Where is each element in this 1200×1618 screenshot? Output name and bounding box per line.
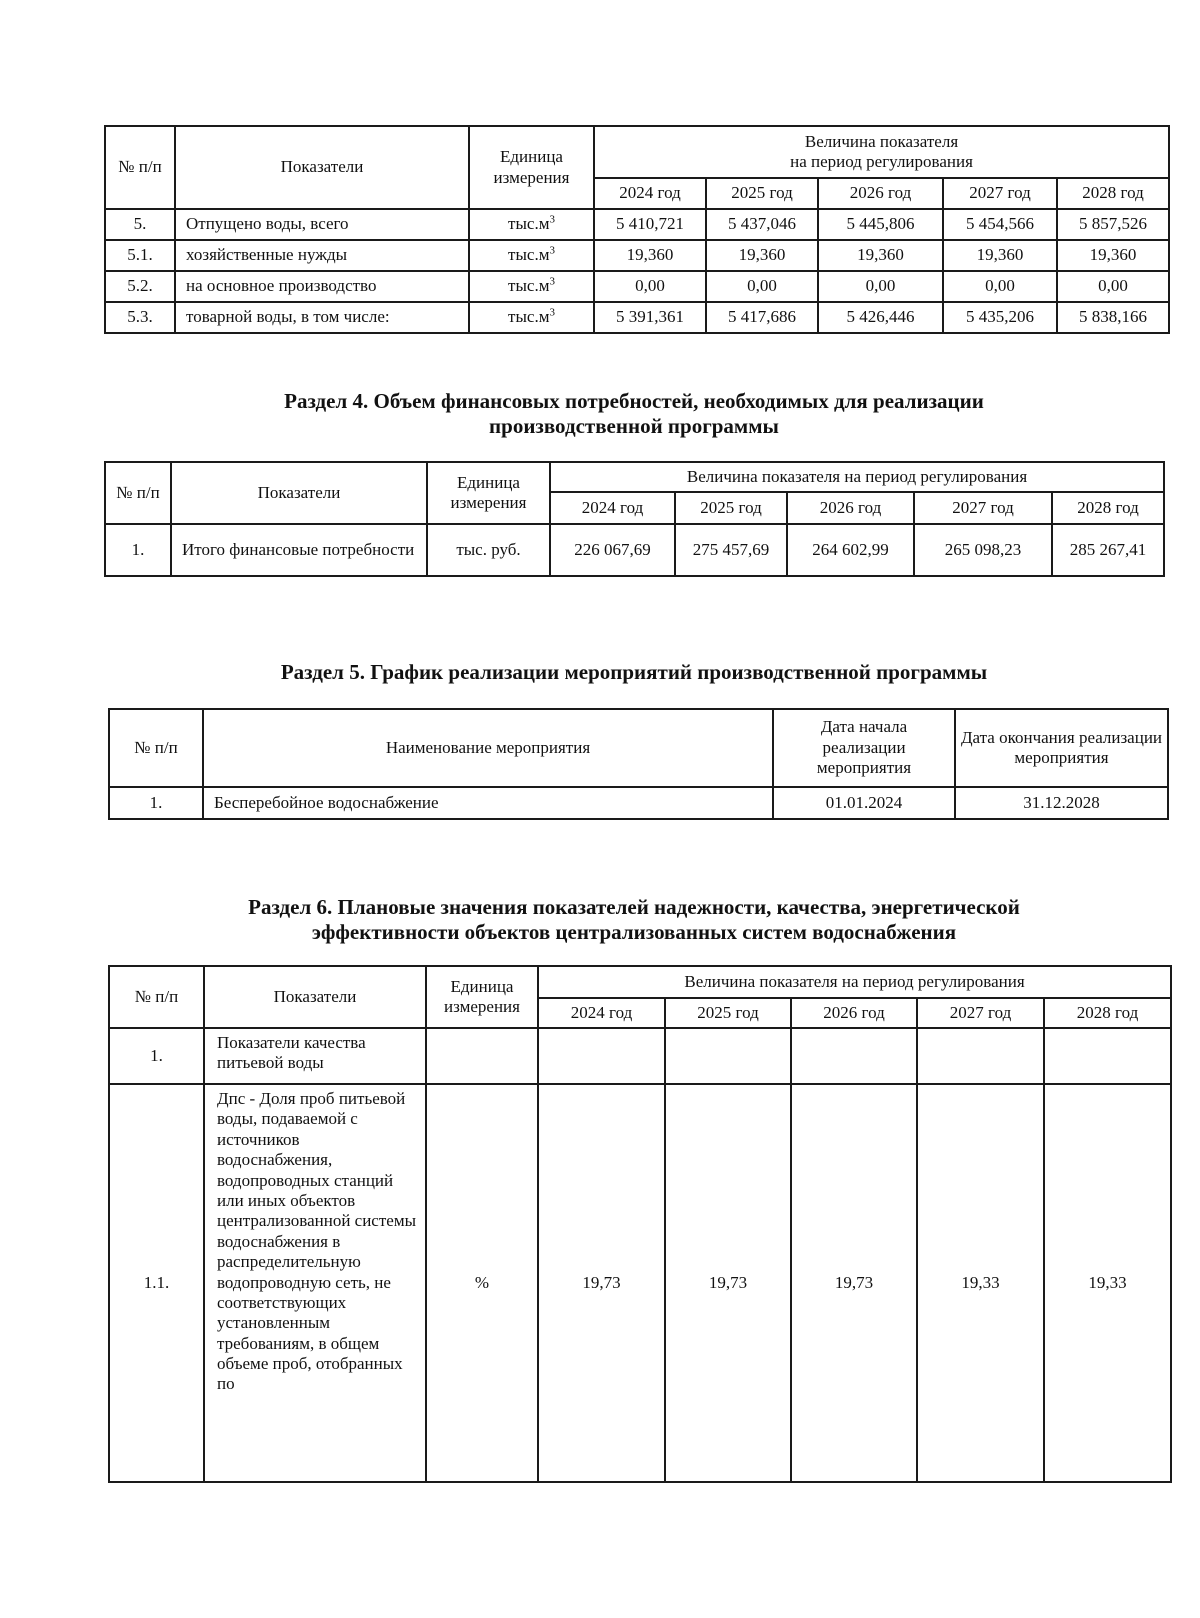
row-value: 5 426,446 bbox=[818, 302, 943, 333]
row-value: 5 454,566 bbox=[943, 209, 1057, 240]
row-value bbox=[665, 1028, 791, 1084]
row-value: 0,00 bbox=[706, 271, 818, 302]
year-header: 2028 год bbox=[1044, 998, 1171, 1028]
table-row bbox=[105, 302, 1169, 333]
row-value: 0,00 bbox=[818, 271, 943, 302]
section4-title-line1: Раздел 4. Объем финансовых потребностей, необходимых для реализации bbox=[284, 389, 984, 413]
table-row bbox=[109, 1028, 1171, 1084]
year-header: 2028 год bbox=[1052, 492, 1164, 524]
row-name: Бесперебойное водоснабжение bbox=[203, 787, 773, 819]
row-number: 1.1. bbox=[109, 1084, 204, 1482]
row-value: 5 445,806 bbox=[818, 209, 943, 240]
row-value: 0,00 bbox=[594, 271, 706, 302]
header-value-line1: Величина показателя bbox=[804, 131, 959, 151]
row-value: 5 391,361 bbox=[594, 302, 706, 333]
header-name: Наименование мероприятия bbox=[203, 709, 773, 787]
row-start-date: 01.01.2024 bbox=[773, 787, 955, 819]
table-row bbox=[109, 1084, 1171, 1482]
row-value: 265 098,23 bbox=[914, 524, 1052, 576]
row-value: 5 857,526 bbox=[1057, 209, 1169, 240]
row-name: хозяйственные нужды bbox=[175, 240, 469, 271]
year-header: 2024 год bbox=[594, 178, 706, 209]
row-name: Показатели качества питьевой воды bbox=[204, 1028, 426, 1084]
year-header: 2027 год bbox=[943, 178, 1057, 209]
header-unit: Единица измерения bbox=[469, 126, 594, 209]
financial-needs-table bbox=[104, 461, 1165, 577]
header-number: № п/п bbox=[105, 462, 171, 524]
row-value: 19,360 bbox=[594, 240, 706, 271]
row-value: 19,360 bbox=[706, 240, 818, 271]
quality-indicators-table bbox=[108, 965, 1172, 1483]
row-value: 5 435,206 bbox=[943, 302, 1057, 333]
header-number: № п/п bbox=[109, 966, 204, 1028]
section6-title bbox=[0, 895, 1200, 945]
header-number: № п/п bbox=[105, 126, 175, 209]
row-end-date: 31.12.2028 bbox=[955, 787, 1168, 819]
row-unit: $тыс.м^3$ bbox=[469, 302, 594, 333]
row-number: 1. bbox=[109, 1028, 204, 1084]
header-indicator: Показатели bbox=[171, 462, 427, 524]
year-header: 2025 год bbox=[706, 178, 818, 209]
water-release-table bbox=[104, 125, 1170, 334]
section4-title bbox=[0, 389, 1200, 439]
row-value: 285 267,41 bbox=[1052, 524, 1164, 576]
table-row bbox=[105, 271, 1169, 302]
row-value: 19,360 bbox=[943, 240, 1057, 271]
header-indicator: Показатели bbox=[175, 126, 469, 209]
schedule-table bbox=[108, 708, 1169, 820]
year-header: 2026 год bbox=[787, 492, 914, 524]
year-header: 2028 год bbox=[1057, 178, 1169, 209]
table-row bbox=[109, 787, 1168, 819]
row-value: 19,360 bbox=[1057, 240, 1169, 271]
header-unit: Единица измерения bbox=[426, 966, 538, 1028]
section6-title-line2: эффективности объектов централизованных систем водоснабжения bbox=[311, 920, 957, 945]
year-header: 2026 год bbox=[791, 998, 917, 1028]
row-number: 1. bbox=[109, 787, 203, 819]
year-header: 2027 год bbox=[914, 492, 1052, 524]
row-name: на основное производство bbox=[175, 271, 469, 302]
row-value bbox=[791, 1028, 917, 1084]
header-value: Величина показателя на период регулирования bbox=[550, 462, 1164, 492]
row-value: 275 457,69 bbox=[675, 524, 787, 576]
row-unit: тыс. руб. bbox=[427, 524, 550, 576]
row-value: 5 417,686 bbox=[706, 302, 818, 333]
section4-title-line2: производственной программы bbox=[489, 414, 779, 439]
row-number: 1. bbox=[105, 524, 171, 576]
row-number: 5.3. bbox=[105, 302, 175, 333]
row-name: Итого финансовые потребности bbox=[171, 524, 427, 576]
row-number: 5. bbox=[105, 209, 175, 240]
header-number: № п/п bbox=[109, 709, 203, 787]
row-value: 0,00 bbox=[943, 271, 1057, 302]
header-value-line2: на период регулирования bbox=[790, 152, 973, 171]
header-end-date: Дата окончания реализации мероприятия bbox=[955, 709, 1168, 787]
row-value: 19,360 bbox=[818, 240, 943, 271]
row-value bbox=[1044, 1028, 1171, 1084]
row-unit: $тыс.м^3$ bbox=[469, 240, 594, 271]
header-start-date: Дата начала реализации мероприятия bbox=[773, 709, 955, 787]
row-value: 19,33 bbox=[1044, 1084, 1171, 1482]
year-header: 2027 год bbox=[917, 998, 1044, 1028]
row-value: 19,33 bbox=[917, 1084, 1044, 1482]
header-unit: Единица измерения bbox=[427, 462, 550, 524]
row-unit: % bbox=[426, 1084, 538, 1482]
row-name: Отпущено воды, всего bbox=[175, 209, 469, 240]
header-value: Величина показателя на период регулирования bbox=[538, 966, 1171, 998]
row-unit: $тыс.м^3$ bbox=[469, 271, 594, 302]
table-row bbox=[105, 524, 1164, 576]
row-name: товарной воды, в том числе: bbox=[175, 302, 469, 333]
row-value bbox=[538, 1028, 665, 1084]
row-value: 0,00 bbox=[1057, 271, 1169, 302]
row-value: 19,73 bbox=[665, 1084, 791, 1482]
year-header: 2025 год bbox=[665, 998, 791, 1028]
section5-title: Раздел 5. График реализации мероприятий производственной программы bbox=[280, 660, 988, 684]
row-unit bbox=[426, 1028, 538, 1084]
row-value: 5 838,166 bbox=[1057, 302, 1169, 333]
row-value: 264 602,99 bbox=[787, 524, 914, 576]
row-number: 5.1. bbox=[105, 240, 175, 271]
table-row bbox=[105, 209, 1169, 240]
row-number: 5.2. bbox=[105, 271, 175, 302]
row-value bbox=[917, 1028, 1044, 1084]
row-value: 226 067,69 bbox=[550, 524, 675, 576]
row-unit: $тыс.м^3$ bbox=[469, 209, 594, 240]
row-value: 19,73 bbox=[538, 1084, 665, 1482]
section6-title-line1: Раздел 6. Плановые значения показателей надежности, качества, энергетической bbox=[248, 895, 1020, 919]
row-value: 19,73 bbox=[791, 1084, 917, 1482]
year-header: 2025 год bbox=[675, 492, 787, 524]
header-indicator: Показатели bbox=[204, 966, 426, 1028]
year-header: 2026 год bbox=[818, 178, 943, 209]
row-name: Дпс - Доля проб питьевой воды, подаваемой с источников водоснабжения, водопроводных станций или иных объектов централизованной системы водоснабжения в распределительную водопроводную сеть, не соответствующих установленным требованиям, в общем объеме проб, отобранных по bbox=[204, 1084, 426, 1482]
table-row bbox=[105, 240, 1169, 271]
year-header: 2024 год bbox=[538, 998, 665, 1028]
year-header: 2024 год bbox=[550, 492, 675, 524]
row-value: 5 410,721 bbox=[594, 209, 706, 240]
row-value: 5 437,046 bbox=[706, 209, 818, 240]
header-value bbox=[594, 126, 1169, 178]
